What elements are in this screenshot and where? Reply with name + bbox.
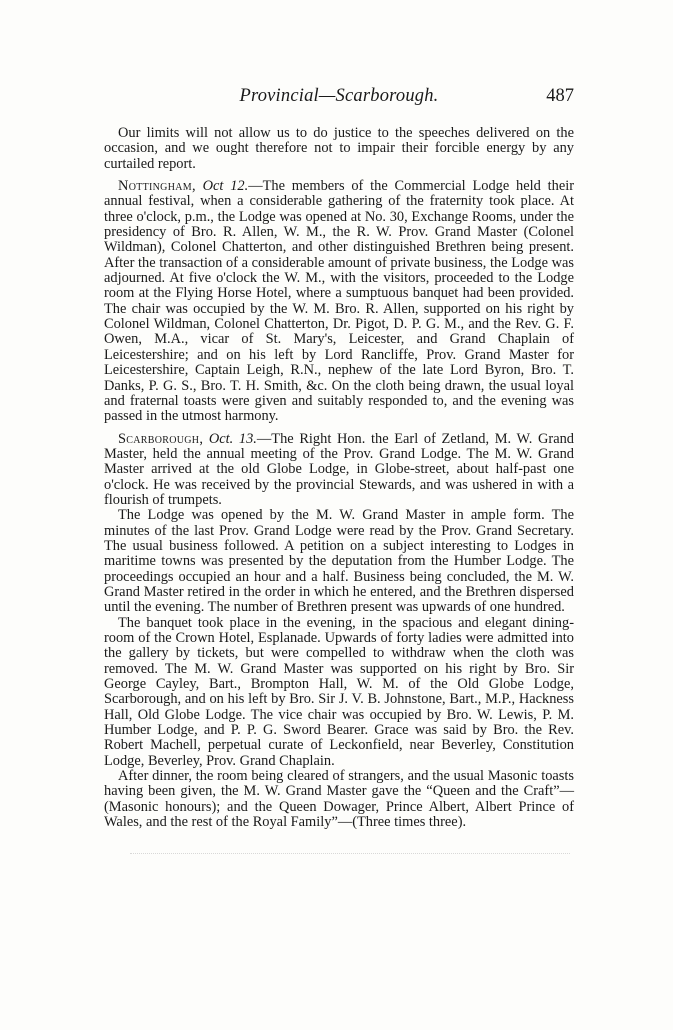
paragraph-text: Our limits will not allow us to do justice to the speeches delivered on the occasion, and we ought therefore not to impair their forcible energy by any curtailed report. [104,125,574,172]
paragraph-text: After dinner, the room being cleared of strangers, and the usual Masonic toasts having been given, the M. W. Grand Master gave the “Queen and the Craft”—(Masonic honours); and the Queen Dowager, Prince Albert, Albert Prince of Wales, and the rest of the Royal Family”—(Three times three). [104,768,574,831]
date-lead: Oct. 13. [203,430,257,447]
paragraph-after-dinner [104,769,574,830]
page-bottom-rule [130,853,570,864]
paragraph-text: The banquet took place in the evening, in the spacious and elegant dining-room of the Crown Hotel, Esplanade. Upwards of forty ladies were admitted into the gallery by tickets, but were compelled to withdraw when the cloth was removed. The M. W. Grand Master was supported on his right by Bro. Sir George Cayley, Bart., Brompton Hall, W. M. of the Old Globe Lodge, Scarborough, and on his left by Bro. Sir J. V. B. Johnstone, Bart., M.P., Hackness Hall, Old Globe Lodge. The vice chair was occupied by Bro. W. Lewis, P. M. Humber Lodge, and P. P. G. Sword Bearer. Grace was said by Bro. the Rev. Robert Machell, perpetual curate of Leckonfield, near Beverley, Constitution Lodge, Beverley, Prov. Grand Chaplain. [104,614,574,769]
date-lead: Oct 12. [195,178,249,195]
running-head: Provincial—Scarborough. [239,86,439,106]
place-name: Scarborough, [118,430,204,447]
paragraph-scarborough [104,432,574,509]
paragraph-text: The Lodge was opened by the M. W. Grand Master in ample form. The minutes of the last Prov. Grand Lodge were read by the Prov. Grand Secretary. The usual business followed. A petition on a subject interesting to Lodges in maritime towns was presented by the deputation from the Humber Lodge. The proceedings occupied an hour and a half. Business being concluded, the M. W. Grand Master retired in the order in which he entered, and the Brethren dispersed until the evening. The number of Brethren present was upwards of one hundred. [104,507,574,616]
article-body [104,126,574,830]
paragraph-lodge-opened [104,508,574,615]
paragraph-text: —The members of the Commercial Lodge held their annual festival, when a considerable gathering of the fraternity took place. At three o'clock, p.m., the Lodge was opened at No. 30, Exchange Rooms, under the presidency of Bro. R. Allen, W. M., the R. W. Prov. Grand Master (Colonel Wildman), Colonel Chatterton, and other distinguished Brethren being present. After the transaction of a considerable amount of private business, the Lodge was adjourned. At five o'clock the W. M., with the visitors, proceeded to the Lodge room at the Flying Horse Hotel, where a sumptuous banquet had been provided. The chair was occupied by the W. M. Bro. R. Allen, supported on his right by Colonel Wildman, Colonel Chatterton, Dr. Pigot, D. P. G. M., and the Rev. G. F. Owen, M.A., vicar of St. Mary's, Leicester, and Grand Chaplain of Leicestershire; and on his left by Lord Rancliffe, Prov. Grand Master for Leicestershire, Captain Leigh, R.N., nephew of the late Lord Byron, Bro. T. Danks, P. G. S., Bro. T. H. Smith, &c. On the cloth being drawn, the usual loyal and fraternal toasts were given and suitably responded to, and the evening was passed in the utmost harmony. [104,178,574,425]
page-number: 487 [546,86,574,106]
paragraph-banquet [104,616,574,769]
paragraph-nottingham [104,179,574,425]
place-name: Nottingham, [118,178,196,195]
paragraph-intro [104,126,574,172]
paragraph-text: —The Right Hon. the Earl of Zetland, M. W. Grand Master, held the annual meeting of the Prov. Grand Lodge. The M. W. Grand Master arrived at the old Globe Lodge, in Globe-street, about half-past one o'clock. He was received by the provincial Stewards, and was ushered in with a flourish of trumpets. [104,430,574,508]
page-header [104,86,574,112]
